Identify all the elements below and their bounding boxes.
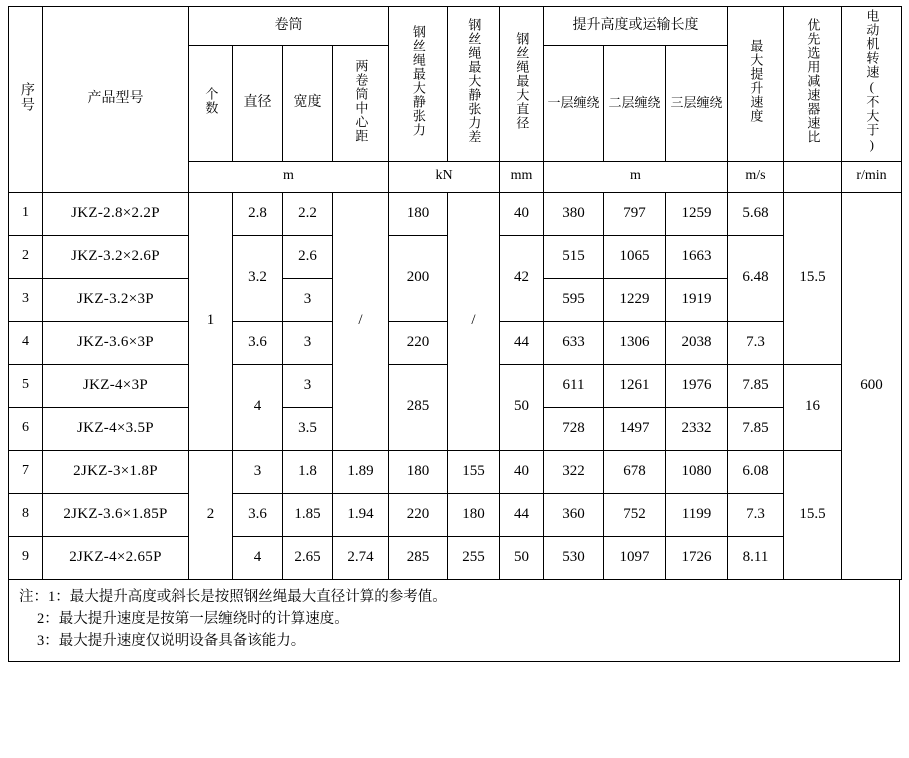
- cell-width: 3: [283, 278, 333, 321]
- cell-rope-dia: 42: [500, 235, 544, 321]
- cell-layer3: 1919: [666, 278, 728, 321]
- unit-rope: mm: [500, 161, 544, 192]
- specification-table: [8, 6, 902, 580]
- cell-seq: 8: [9, 493, 43, 536]
- unit-tension: kN: [389, 161, 500, 192]
- note-item-3: 3：最大提升速度仅说明设备具备该能力。: [37, 633, 306, 650]
- cell-diameter: 3.6: [233, 493, 283, 536]
- header-drum-group: 卷筒: [189, 7, 389, 46]
- cell-layer2: 797: [604, 192, 666, 235]
- cell-rope-dia: 40: [500, 192, 544, 235]
- cell-tension: 220: [389, 321, 448, 364]
- cell-diameter: 4: [233, 364, 283, 450]
- header-drum-width: 宽度: [283, 46, 333, 162]
- cell-speed: 7.85: [728, 364, 784, 407]
- cell-model: 2JKZ-3×1.8P: [43, 450, 189, 493]
- cell-rope-dia: 50: [500, 364, 544, 450]
- cell-layer1: 380: [544, 192, 604, 235]
- cell-speed: 7.3: [728, 321, 784, 364]
- notes-label: 注：: [19, 588, 48, 605]
- unit-speed: m/s: [728, 161, 784, 192]
- cell-seq: 9: [9, 536, 43, 579]
- cell-model: 2JKZ-3.6×1.85P: [43, 493, 189, 536]
- note-line-1: [19, 586, 889, 608]
- cell-layer2: 752: [604, 493, 666, 536]
- cell-tension: 285: [389, 536, 448, 579]
- header-model: 产品型号: [43, 7, 189, 193]
- header-layer3: 三层缠绕: [666, 46, 728, 162]
- cell-model: JKZ-2.8×2.2P: [43, 192, 189, 235]
- header-max-static-tension: 钢丝绳最大静张力: [389, 7, 448, 162]
- cell-layer3: 1259: [666, 192, 728, 235]
- cell-center-distance: 1.89: [333, 450, 389, 493]
- cell-diameter: 3.6: [233, 321, 283, 364]
- cell-tension-diff: 155: [448, 450, 500, 493]
- cell-count: 2: [189, 450, 233, 579]
- header-drum-diameter: 直径: [233, 46, 283, 162]
- cell-model: JKZ-4×3.5P: [43, 407, 189, 450]
- cell-speed: 7.85: [728, 407, 784, 450]
- cell-tension: 180: [389, 450, 448, 493]
- cell-rope-dia: 44: [500, 321, 544, 364]
- cell-rope-dia: 40: [500, 450, 544, 493]
- cell-model: JKZ-4×3P: [43, 364, 189, 407]
- cell-speed: 6.08: [728, 450, 784, 493]
- cell-ratio: 15.5: [784, 450, 842, 579]
- table-row: [9, 192, 902, 235]
- cell-diameter: 3: [233, 450, 283, 493]
- cell-width: 2.6: [283, 235, 333, 278]
- cell-layer1: 322: [544, 450, 604, 493]
- unit-lift: m: [544, 161, 728, 192]
- cell-speed: 6.48: [728, 235, 784, 321]
- cell-layer3: 2332: [666, 407, 728, 450]
- cell-layer2: 1261: [604, 364, 666, 407]
- header-layer2: 二层缠绕: [604, 46, 666, 162]
- cell-layer3: 1199: [666, 493, 728, 536]
- note-item-1: 1：最大提升高度或斜长是按照钢丝绳最大直径计算的参考值。: [48, 588, 447, 605]
- cell-layer3: 1080: [666, 450, 728, 493]
- cell-width: 1.8: [283, 450, 333, 493]
- cell-seq: 4: [9, 321, 43, 364]
- cell-layer2: 1065: [604, 235, 666, 278]
- cell-speed: 8.11: [728, 536, 784, 579]
- header-layer1: 一层缠绕: [544, 46, 604, 162]
- notes-block: [8, 580, 900, 662]
- cell-width: 2.65: [283, 536, 333, 579]
- note-line-3: [19, 630, 889, 652]
- cell-model: JKZ-3.6×3P: [43, 321, 189, 364]
- header-seq: 序号: [9, 7, 43, 193]
- cell-layer1: 360: [544, 493, 604, 536]
- cell-layer2: 1497: [604, 407, 666, 450]
- cell-diameter: 2.8: [233, 192, 283, 235]
- cell-rope-dia: 44: [500, 493, 544, 536]
- cell-layer2: 1097: [604, 536, 666, 579]
- header-reducer-ratio: 优先选用减速器速比: [784, 7, 842, 162]
- cell-model: 2JKZ-4×2.65P: [43, 536, 189, 579]
- unit-drum: m: [189, 161, 389, 192]
- cell-center-distance: /: [333, 192, 389, 450]
- unit-ratio-blank: [784, 161, 842, 192]
- cell-layer3: 1663: [666, 235, 728, 278]
- cell-seq: 1: [9, 192, 43, 235]
- cell-width: 1.85: [283, 493, 333, 536]
- table-wrapper: [8, 6, 901, 662]
- cell-tension: 180: [389, 192, 448, 235]
- table-row: [9, 536, 902, 579]
- cell-width: 3.5: [283, 407, 333, 450]
- cell-layer1: 530: [544, 536, 604, 579]
- cell-width: 3: [283, 321, 333, 364]
- cell-layer1: 595: [544, 278, 604, 321]
- cell-seq: 2: [9, 235, 43, 278]
- cell-tension: 285: [389, 364, 448, 450]
- note-line-2: [19, 608, 889, 630]
- cell-count: 1: [189, 192, 233, 450]
- header-drum-center-distance: 两卷筒中心距: [333, 46, 389, 162]
- cell-layer1: 611: [544, 364, 604, 407]
- cell-tension-diff: 180: [448, 493, 500, 536]
- cell-tension: 200: [389, 235, 448, 321]
- table-row: [9, 493, 902, 536]
- header-row-1: [9, 7, 902, 46]
- cell-model: JKZ-3.2×2.6P: [43, 235, 189, 278]
- cell-seq: 3: [9, 278, 43, 321]
- cell-tension-diff: /: [448, 192, 500, 450]
- header-max-static-tension-diff: 钢丝绳最大静张力差: [448, 7, 500, 162]
- cell-diameter: 3.2: [233, 235, 283, 321]
- header-lift-group: 提升高度或运输长度: [544, 7, 728, 46]
- cell-seq: 6: [9, 407, 43, 450]
- cell-model: JKZ-3.2×3P: [43, 278, 189, 321]
- header-drum-count: 个数: [189, 46, 233, 162]
- cell-layer1: 728: [544, 407, 604, 450]
- header-rope-max-diameter: 钢丝绳最大直径: [500, 7, 544, 162]
- cell-ratio: 16: [784, 364, 842, 450]
- cell-speed: 5.68: [728, 192, 784, 235]
- cell-layer1: 633: [544, 321, 604, 364]
- table-row: [9, 450, 902, 493]
- cell-rope-dia: 50: [500, 536, 544, 579]
- cell-tension: 220: [389, 493, 448, 536]
- cell-layer2: 1306: [604, 321, 666, 364]
- cell-ratio: 15.5: [784, 192, 842, 364]
- cell-speed: 7.3: [728, 493, 784, 536]
- cell-layer2: 1229: [604, 278, 666, 321]
- cell-layer3: 1726: [666, 536, 728, 579]
- header-motor-speed: 电动机转速(不大于): [842, 7, 902, 162]
- cell-width: 2.2: [283, 192, 333, 235]
- cell-diameter: 4: [233, 536, 283, 579]
- cell-layer3: 1976: [666, 364, 728, 407]
- cell-motor: 600: [842, 192, 902, 579]
- cell-tension-diff: 255: [448, 536, 500, 579]
- cell-layer1: 515: [544, 235, 604, 278]
- cell-layer2: 678: [604, 450, 666, 493]
- cell-layer3: 2038: [666, 321, 728, 364]
- cell-center-distance: 1.94: [333, 493, 389, 536]
- cell-seq: 7: [9, 450, 43, 493]
- header-max-speed: 最大提升速度: [728, 7, 784, 162]
- cell-width: 3: [283, 364, 333, 407]
- note-item-2: 2：最大提升速度是按第一层缠绕时的计算速度。: [37, 610, 349, 627]
- cell-seq: 5: [9, 364, 43, 407]
- cell-center-distance: 2.74: [333, 536, 389, 579]
- unit-motor: r/min: [842, 161, 902, 192]
